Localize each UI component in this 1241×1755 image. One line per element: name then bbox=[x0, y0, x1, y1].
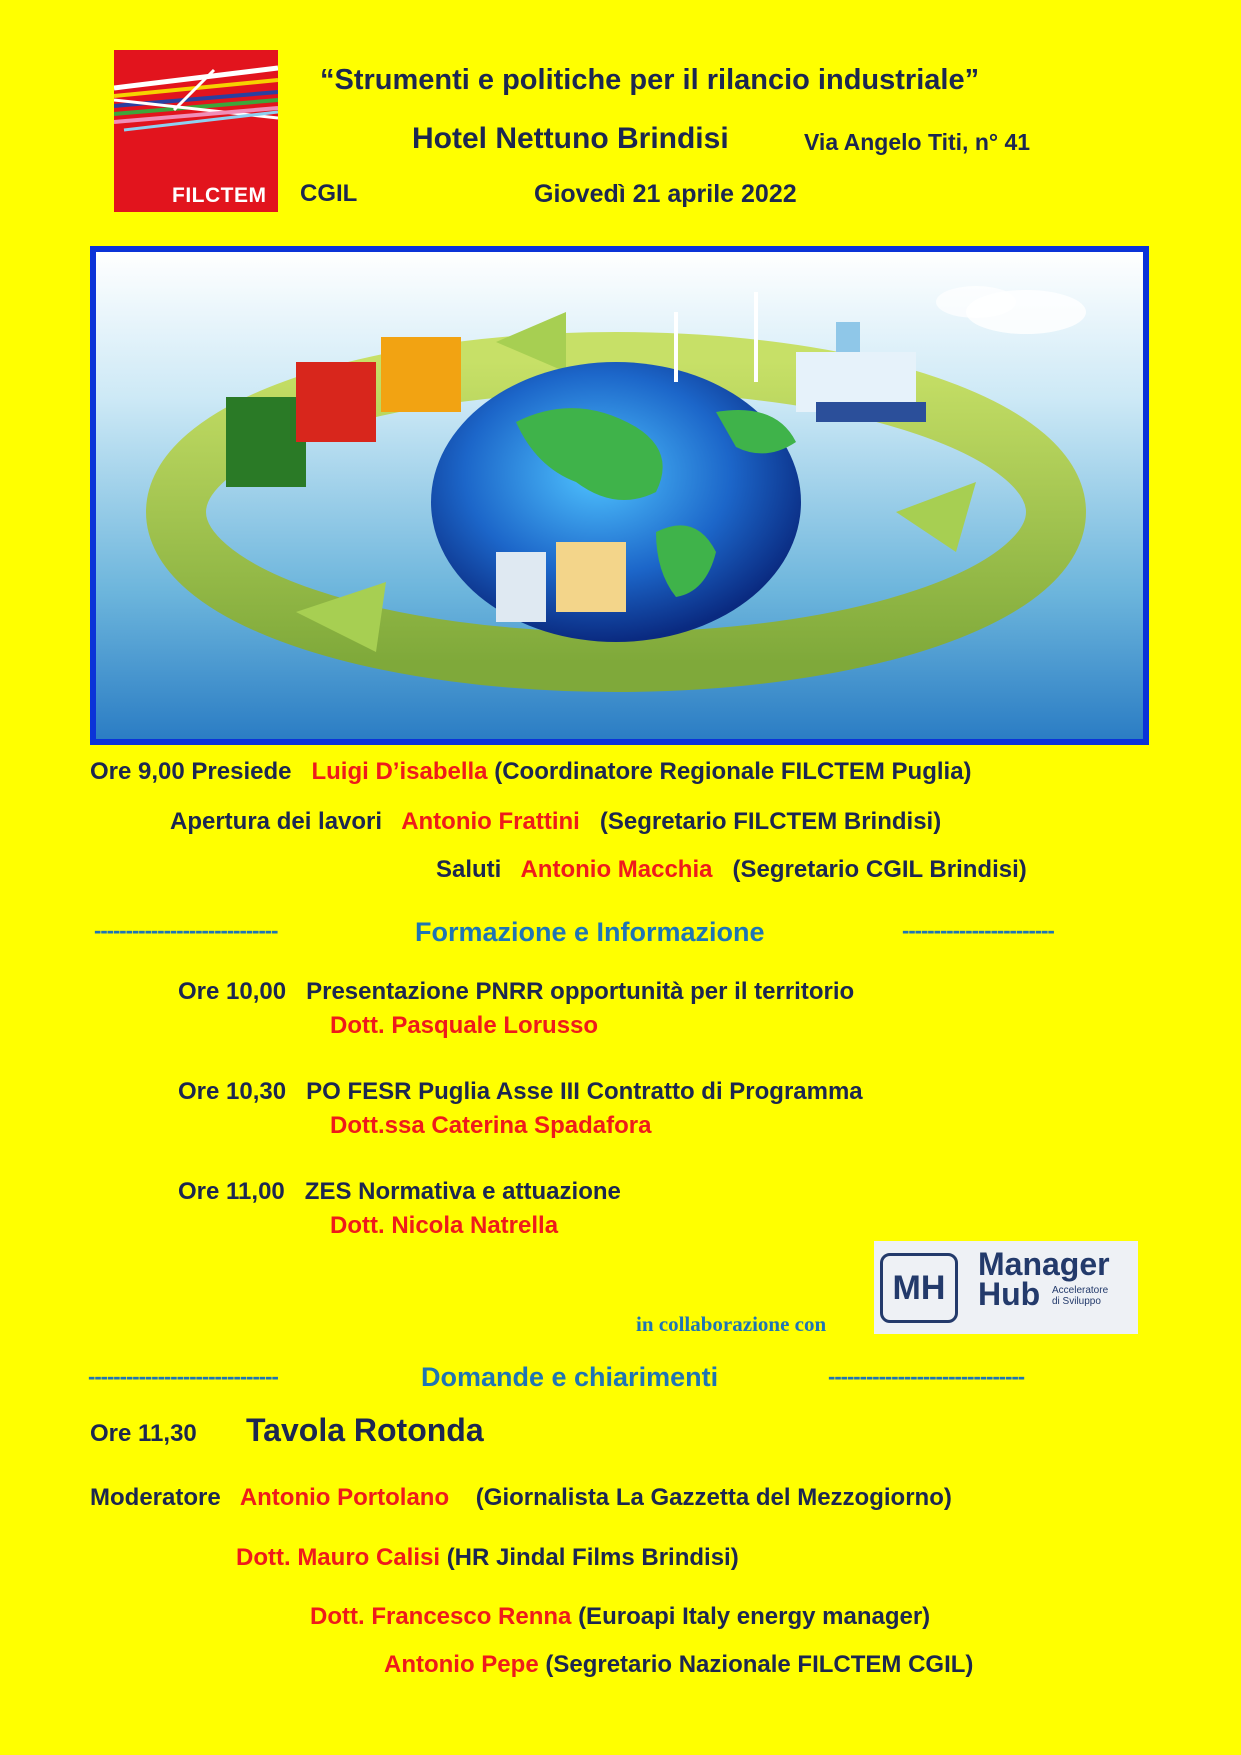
opening-label: Ore 9,00 Presiede bbox=[90, 758, 292, 785]
talk-topic: PO FESR Puglia Asse III Contratto di Programma bbox=[306, 1078, 863, 1105]
panelist-role: (HR Jindal Films Brindisi) bbox=[446, 1544, 739, 1571]
moderator-row bbox=[90, 1484, 952, 1512]
section-divider-left: ----------------------------- bbox=[94, 918, 278, 943]
mh-initials: MH bbox=[880, 1253, 958, 1323]
talk-topic: ZES Normativa e attuazione bbox=[304, 1178, 621, 1205]
talk-row bbox=[178, 1078, 863, 1106]
opening-row-2 bbox=[170, 808, 941, 836]
address: Via Angelo Titi, n° 41 bbox=[804, 129, 1031, 155]
moderator-label: Moderatore bbox=[90, 1484, 221, 1511]
mh-name-line2: Hub bbox=[978, 1276, 1041, 1312]
recycling-globe-illustration bbox=[96, 252, 1143, 739]
manager-hub-logo bbox=[874, 1241, 1138, 1334]
talk-time: Ore 10,30 bbox=[178, 1078, 287, 1105]
opening-label: Apertura dei lavori bbox=[170, 808, 383, 835]
mh-name-line1: Manager bbox=[978, 1246, 1110, 1282]
talk-speaker: Dott. Nicola Natrella bbox=[330, 1212, 559, 1239]
talk-speaker: Dott. Pasquale Lorusso bbox=[330, 1012, 599, 1039]
talk-time: Ore 10,00 bbox=[178, 978, 287, 1005]
talk-row bbox=[178, 1178, 621, 1206]
opening-role: (Segretario FILCTEM Brindisi) bbox=[599, 808, 942, 835]
opening-role: (Segretario CGIL Brindisi) bbox=[732, 856, 1027, 883]
panelist-role: (Euroapi Italy energy manager) bbox=[578, 1603, 931, 1630]
opening-row-1 bbox=[90, 758, 972, 786]
event-date: Giovedì 21 aprile 2022 bbox=[534, 180, 797, 208]
mh-tagline-1: Acceleratore bbox=[1052, 1285, 1109, 1296]
section-title-formazione: Formazione e Informazione bbox=[415, 917, 765, 947]
panelist-role: (Segretario Nazionale FILCTEM CGIL) bbox=[545, 1651, 974, 1678]
talk-topic: Presentazione PNRR opportunità per il territorio bbox=[306, 978, 855, 1005]
panelist-name: Dott. Francesco Renna bbox=[310, 1603, 572, 1630]
opening-row-3 bbox=[436, 856, 1027, 884]
logo-text: FILCTEM bbox=[172, 184, 267, 207]
roundtable-time: Ore 11,30 bbox=[90, 1420, 197, 1447]
panelist-row bbox=[310, 1603, 930, 1631]
opening-name: Luigi D’isabella bbox=[311, 758, 488, 785]
roundtable-title: Tavola Rotonda bbox=[246, 1412, 484, 1448]
opening-role: (Coordinatore Regionale FILCTEM Puglia) bbox=[494, 758, 972, 785]
venue: Hotel Nettuno Brindisi bbox=[412, 122, 729, 155]
collaboration-text: in collaborazione con bbox=[636, 1312, 827, 1336]
section-divider-right: ------------------------------- bbox=[828, 1364, 1025, 1389]
panelist-row bbox=[384, 1651, 973, 1679]
hero-image-frame bbox=[90, 246, 1149, 745]
panelist-row bbox=[236, 1544, 739, 1572]
talk-row bbox=[178, 978, 854, 1006]
talk-speaker: Dott.ssa Caterina Spadafora bbox=[330, 1112, 652, 1139]
moderator-name: Antonio Portolano bbox=[239, 1484, 450, 1511]
panelist-name: Antonio Pepe bbox=[384, 1651, 539, 1678]
section-divider-left: ------------------------------ bbox=[88, 1364, 278, 1389]
section-divider-right: ------------------------ bbox=[902, 918, 1054, 943]
talk-time: Ore 11,00 bbox=[178, 1178, 285, 1205]
opening-name: Antonio Frattini bbox=[401, 808, 580, 835]
mh-tagline-2: di Sviluppo bbox=[1052, 1296, 1101, 1307]
panelist-name: Dott. Mauro Calisi bbox=[236, 1544, 441, 1571]
moderator-role: (Giornalista La Gazzetta del Mezzogiorno) bbox=[475, 1484, 952, 1511]
org-name: CGIL bbox=[300, 180, 358, 207]
opening-name: Antonio Macchia bbox=[520, 856, 713, 883]
opening-label: Saluti bbox=[436, 856, 502, 883]
filctem-logo bbox=[114, 50, 278, 212]
event-title: “Strumenti e politiche per il rilancio industriale” bbox=[320, 64, 980, 96]
hero-illustration-svg bbox=[96, 252, 1143, 739]
section-title-domande: Domande e chiarimenti bbox=[421, 1362, 719, 1392]
